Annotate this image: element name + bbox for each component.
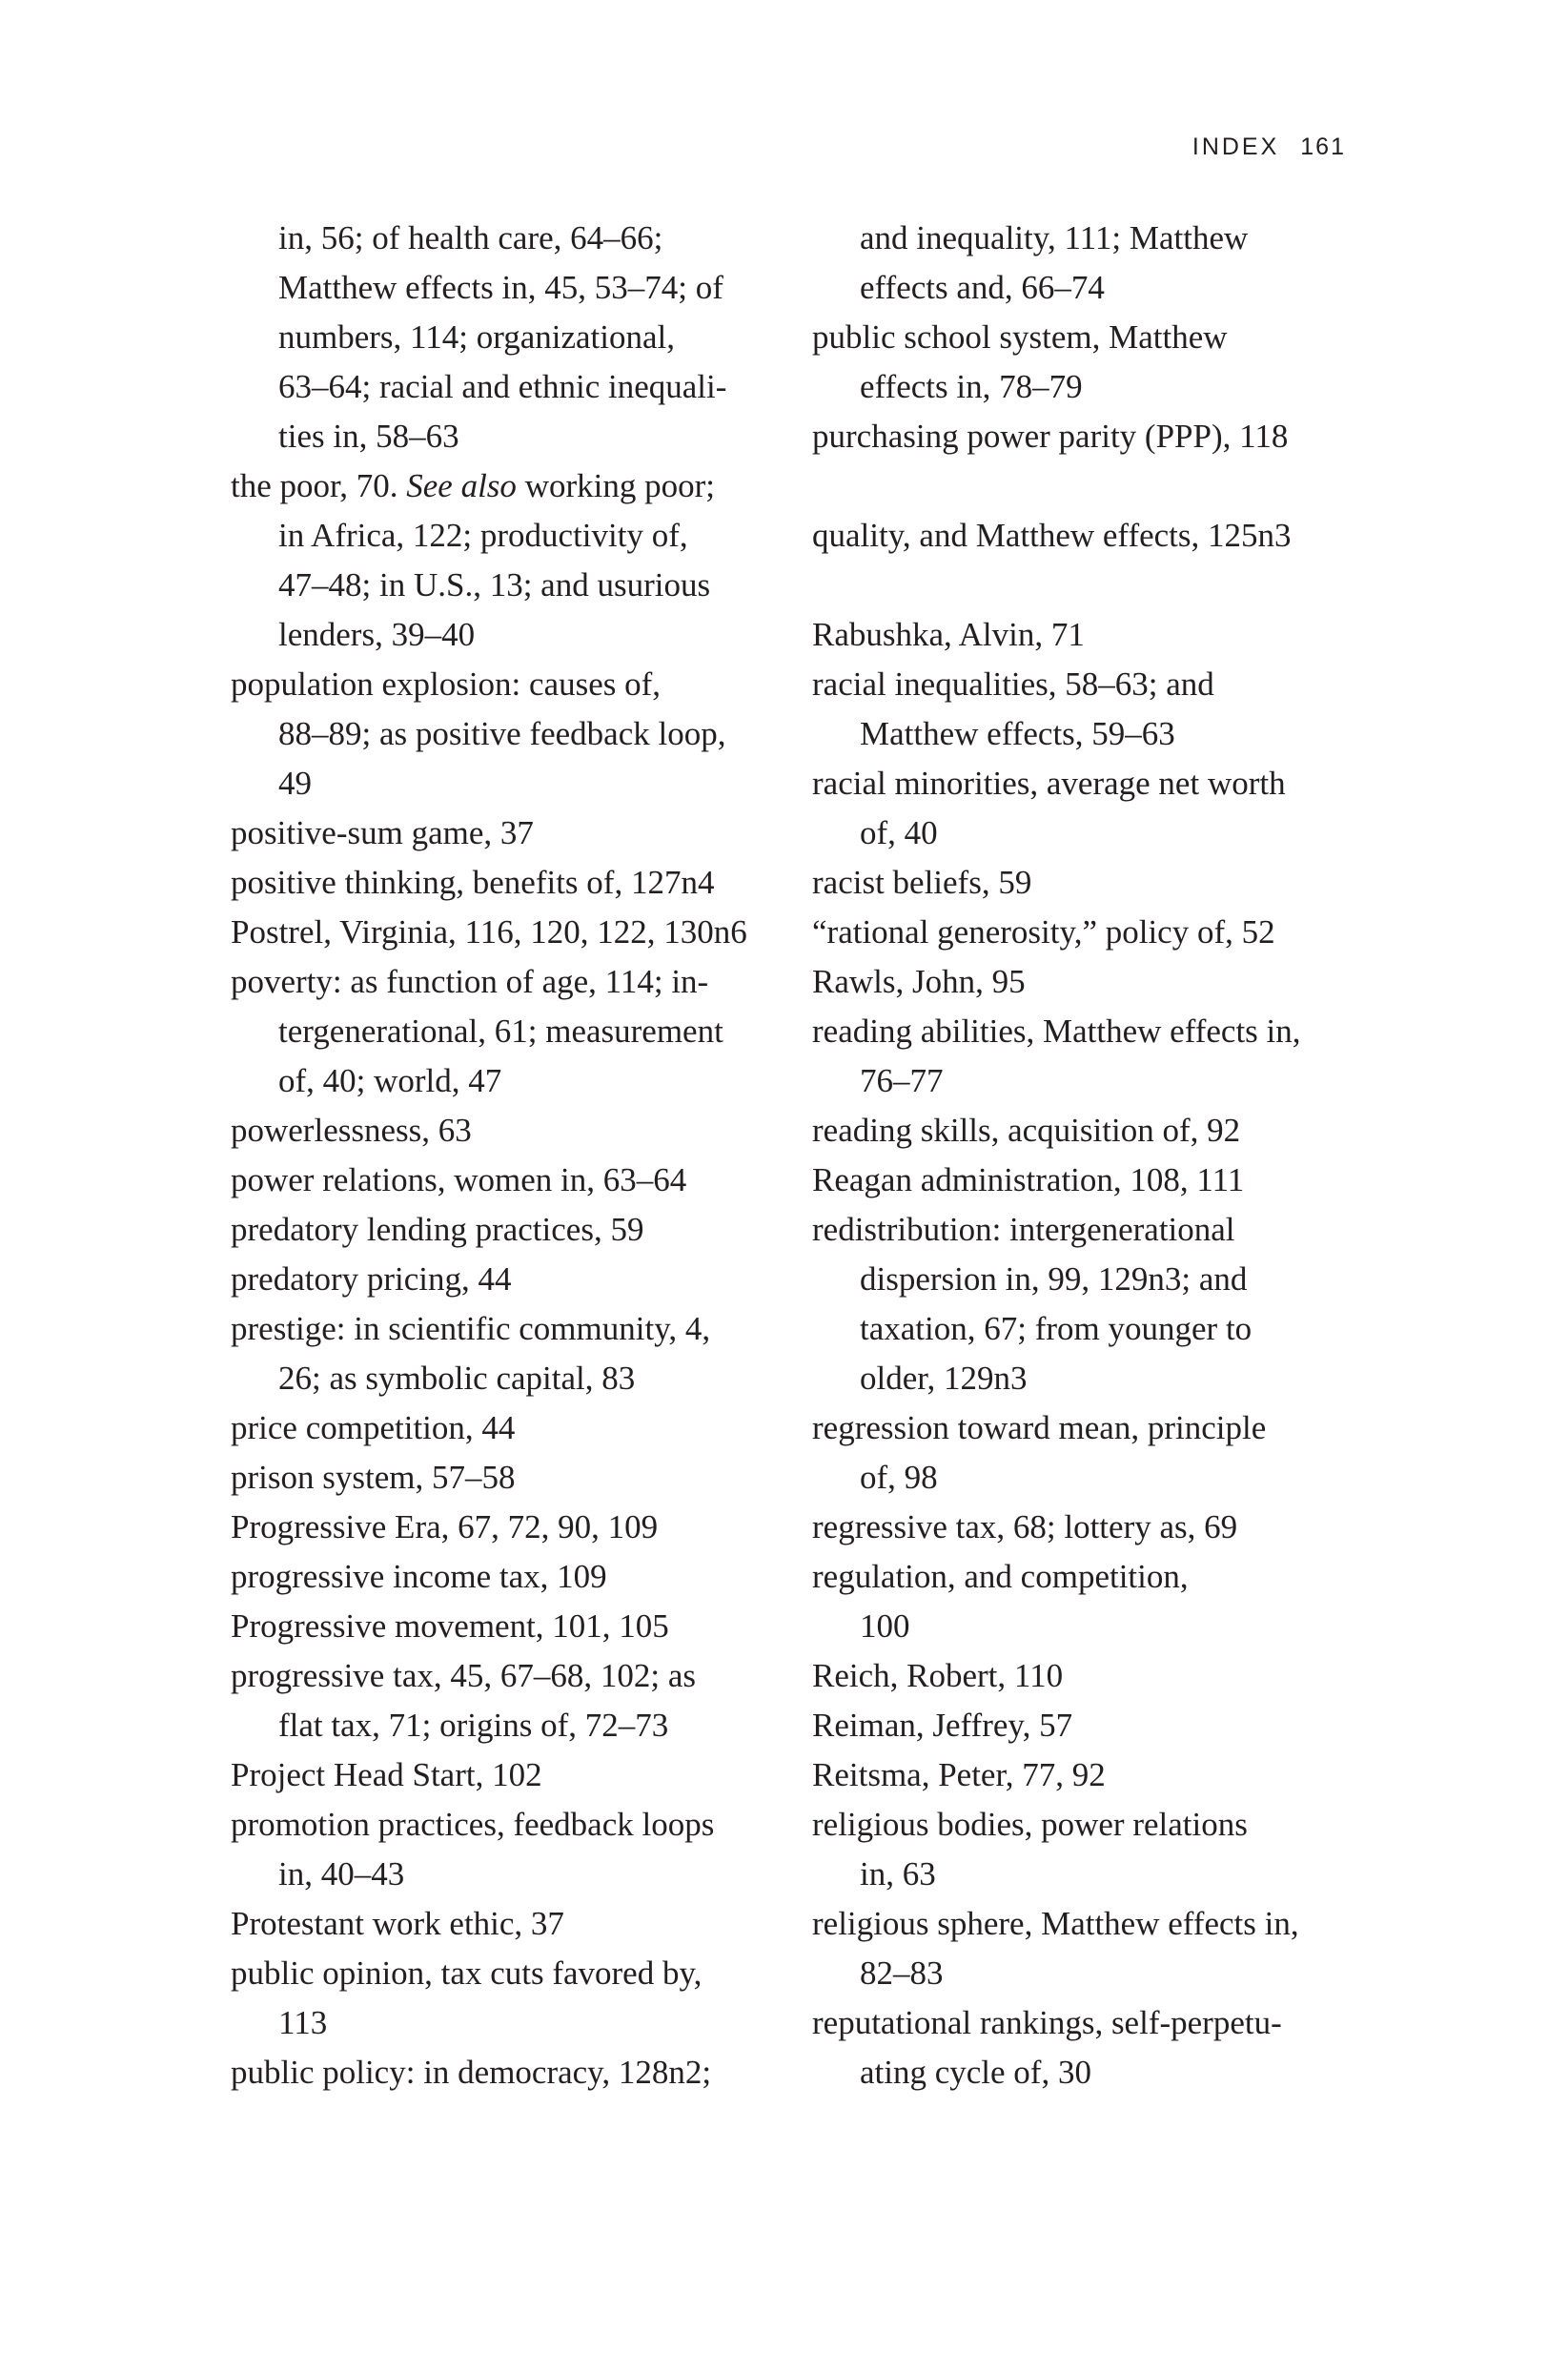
- index-entry: racist beliefs, 59: [812, 864, 1032, 901]
- index-entry: religious sphere, Matthew effects in,: [812, 1905, 1299, 1942]
- index-entry: prison system, 57–58: [231, 1459, 516, 1496]
- index-entry-continuation: Matthew effects, 59–63: [860, 715, 1175, 752]
- index-entry: Reitsma, Peter, 77, 92: [812, 1756, 1106, 1793]
- index-entry: Progressive Era, 67, 72, 90, 109: [231, 1508, 659, 1545]
- index-entry-continuation: flat tax, 71; origins of, 72–73: [278, 1707, 669, 1744]
- index-entry: religious bodies, power relations: [812, 1806, 1248, 1843]
- index-entry-continuation: 82–83: [860, 1954, 944, 1992]
- index-entry: reputational rankings, self-perpetu-: [812, 2004, 1282, 2041]
- index-entry-continuation: in, 40–43: [278, 1855, 405, 1893]
- index-entry: Reagan administration, 108, 111: [812, 1161, 1245, 1198]
- index-entry: promotion practices, feedback loops: [231, 1806, 715, 1843]
- index-entry-continuation: 88–89; as positive feedback loop,: [278, 715, 726, 752]
- index-entry: redistribution: intergenerational: [812, 1211, 1235, 1248]
- index-column-left: [231, 214, 784, 2097]
- index-entry: regression toward mean, principle: [812, 1409, 1267, 1446]
- index-entry: Reich, Robert, 110: [812, 1657, 1064, 1694]
- index-entry: Rabushka, Alvin, 71: [812, 616, 1085, 653]
- index-entry: positive-sum game, 37: [231, 814, 534, 851]
- index-entry: public policy: in democracy, 128n2;: [231, 2054, 712, 2091]
- index-entry: regressive tax, 68; lottery as, 69: [812, 1508, 1238, 1545]
- index-entry-continuation: older, 129n3: [860, 1360, 1028, 1397]
- see-also-reference: See also: [406, 467, 517, 504]
- index-entry-continuation: 49: [278, 765, 312, 802]
- index-entry-continuation: ating cycle of, 30: [860, 2054, 1091, 2091]
- index-entry-continuation: in Africa, 122; productivity of,: [278, 517, 688, 554]
- index-entry: Progressive movement, 101, 105: [231, 1607, 669, 1645]
- index-entry-continuation: 26; as symbolic capital, 83: [278, 1360, 636, 1397]
- index-entry-continuation: effects in, 78–79: [860, 368, 1083, 405]
- index-entry: reading skills, acquisition of, 92: [812, 1112, 1241, 1149]
- index-entry-continuation: numbers, 114; organizational,: [278, 318, 676, 356]
- index-entry-continuation: taxation, 67; from younger to: [860, 1310, 1252, 1347]
- index-entry-continuation: in, 63: [860, 1855, 936, 1893]
- index-entry: positive thinking, benefits of, 127n4: [231, 864, 715, 901]
- section-title: INDEX: [1191, 133, 1280, 160]
- entry-text: the poor, 70.: [231, 467, 407, 504]
- index-entry: Reiman, Jeffrey, 57: [812, 1707, 1073, 1744]
- index-entry: purchasing power parity (PPP), 118: [812, 418, 1289, 455]
- index-entry: Postrel, Virginia, 116, 120, 122, 130n6: [231, 913, 747, 951]
- index-entry: population explosion: causes of,: [231, 665, 662, 703]
- index-entry-continuation: of, 40; world, 47: [278, 1062, 502, 1099]
- index-entry: regulation, and competition,: [812, 1558, 1189, 1595]
- index-entry-continuation: of, 40: [860, 814, 938, 851]
- running-head: [1192, 133, 1346, 161]
- index-entry-continuation: 76–77: [860, 1062, 944, 1099]
- page-number: 161: [1300, 133, 1346, 160]
- letter-group-spacer: [812, 561, 1365, 610]
- index-entry-continuation: ties in, 58–63: [278, 418, 459, 455]
- index-entry-continuation: dispersion in, 99, 129n3; and: [860, 1260, 1248, 1298]
- index-entry-continuation: 63–64; racial and ethnic inequali-: [278, 368, 727, 405]
- index-entry: Protestant work ethic, 37: [231, 1905, 564, 1942]
- index-entry: predatory pricing, 44: [231, 1260, 512, 1298]
- index-entry-continuation: tergenerational, 61; measurement: [278, 1013, 723, 1050]
- index-column-right: [812, 214, 1365, 2097]
- index-entry: [231, 461, 784, 511]
- index-entry-continuation: Matthew effects in, 45, 53–74; of: [278, 269, 723, 306]
- index-entry: progressive income tax, 109: [231, 1558, 607, 1595]
- index-entry: Project Head Start, 102: [231, 1756, 542, 1793]
- index-entry: poverty: as function of age, 114; in-: [231, 963, 709, 1000]
- index-entry: predatory lending practices, 59: [231, 1211, 644, 1248]
- index-entry-continuation: 113: [278, 2004, 328, 2041]
- index-entry: Rawls, John, 95: [812, 963, 1026, 1000]
- index-entry-continuation: and inequality, 111; Matthew: [860, 219, 1249, 256]
- index-entry: public school system, Matthew: [812, 318, 1228, 356]
- index-entry: prestige: in scientific community, 4,: [231, 1310, 711, 1347]
- index-entry: power relations, women in, 63–64: [231, 1161, 687, 1198]
- letter-group-spacer: [812, 461, 1365, 511]
- index-entry-continuation: 100: [860, 1607, 910, 1645]
- index-entry: racial minorities, average net worth: [812, 765, 1286, 802]
- index-entry-continuation: in, 56; of health care, 64–66;: [278, 219, 663, 256]
- index-entry-continuation: effects and, 66–74: [860, 269, 1105, 306]
- index-entry: price competition, 44: [231, 1409, 516, 1446]
- index-entry: quality, and Matthew effects, 125n3: [812, 517, 1292, 554]
- index-entry-continuation: lenders, 39–40: [278, 616, 476, 653]
- index-entry: racial inequalities, 58–63; and: [812, 665, 1214, 703]
- index-entry-continuation: of, 98: [860, 1459, 938, 1496]
- index-entry: progressive tax, 45, 67–68, 102; as: [231, 1657, 696, 1694]
- index-entry-continuation: 47–48; in U.S., 13; and usurious: [278, 566, 711, 604]
- index-entry: “rational generosity,” policy of, 52: [812, 913, 1275, 951]
- index-entry: reading abilities, Matthew effects in,: [812, 1013, 1301, 1050]
- entry-text: working poor;: [516, 467, 715, 504]
- index-entry: public opinion, tax cuts favored by,: [231, 1954, 703, 1992]
- index-entry: powerlessness, 63: [231, 1112, 472, 1149]
